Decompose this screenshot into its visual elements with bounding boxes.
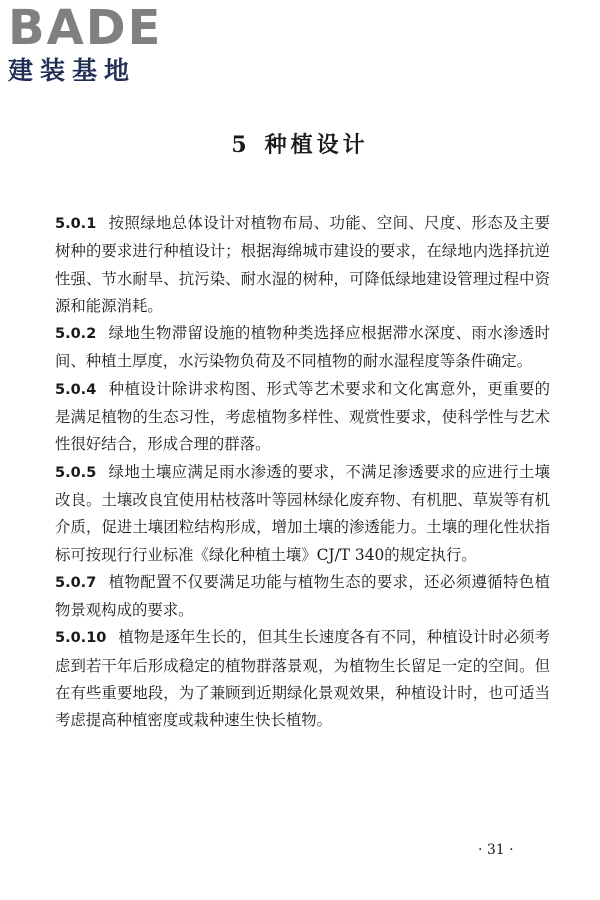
clause-number: 5.0.7 [55,574,97,591]
clause-text: 植物是逐年生长的，但其生长速度各有不同，种植设计时必须考虑到若干年后形成稳定的植物群落景观，为植物生长留足一定的空间。但在有些重要地段，为了兼顾到近期绿化景观效果，种植设计时，也可适当考虑提高种植密度或栽种速生快长植物。 [55,628,550,730]
clause-text: 绿地土壤应满足雨水渗透的要求，不满足渗透要求的应进行土壤改良。土壤改良宜使用枯枝落叶等园林绿化废弃物、有机肥、草炭等有机介质，促进土壤团粒结构形成，增加土壤的渗透能力。土壤的理化性状指标可按现行行业标准《绿化种植土壤》CJ/T 340的规定执行。 [55,462,550,564]
clause-5-0-2 [55,320,550,376]
publisher-logo [8,2,178,86]
clause-number: 5.0.10 [55,630,107,647]
clause-number: 5.0.4 [55,381,97,398]
clause-text: 绿地生物滞留设施的植物种类选择应根据滞水深度、雨水渗透时间、种植土厚度，水污染物负荷及不同植物的耐水湿程度等条件确定。 [55,324,550,371]
clause-5-0-10 [55,624,550,734]
logo-text-cn: 建装基地 [8,56,137,85]
clause-number: 5.0.2 [55,326,97,343]
clause-number: 5.0.1 [55,216,97,232]
clause-text: 种植设计除讲求构图、形式等艺术要求和文化寓意外，更重要的是满足植物的生态习性，考虑植物多样性、观赏性要求，使科学性与艺术性很好结合，形成合理的群落。 [55,379,550,454]
clause-5-0-5 [55,459,550,569]
logo-text-en: BADE [8,0,163,56]
page-number: · 31 · [478,842,514,858]
clause-list [55,210,550,735]
clause-5-0-7 [55,569,550,625]
clause-5-0-1 [55,210,550,320]
chapter-title [0,128,600,159]
clause-text: 按照绿地总体设计对植物布局、功能、空间、尺度、形态及主要树种的要求进行种植设计；根据海绵城市建设的要求，在绿地内选择抗逆性强、节水耐旱、抗污染、耐水湿的树种，可降低绿地建设管理过程中资源和能源消耗。 [55,214,550,315]
chapter-title-text: 种植设计 [264,132,369,158]
clause-5-0-4 [55,376,550,459]
clause-text: 植物配置不仅要满足功能与植物生态的要求，还必须遵循特色植物景观构成的要求。 [55,572,550,620]
clause-number: 5.0.5 [55,464,97,481]
chapter-number: 5 [231,132,251,158]
